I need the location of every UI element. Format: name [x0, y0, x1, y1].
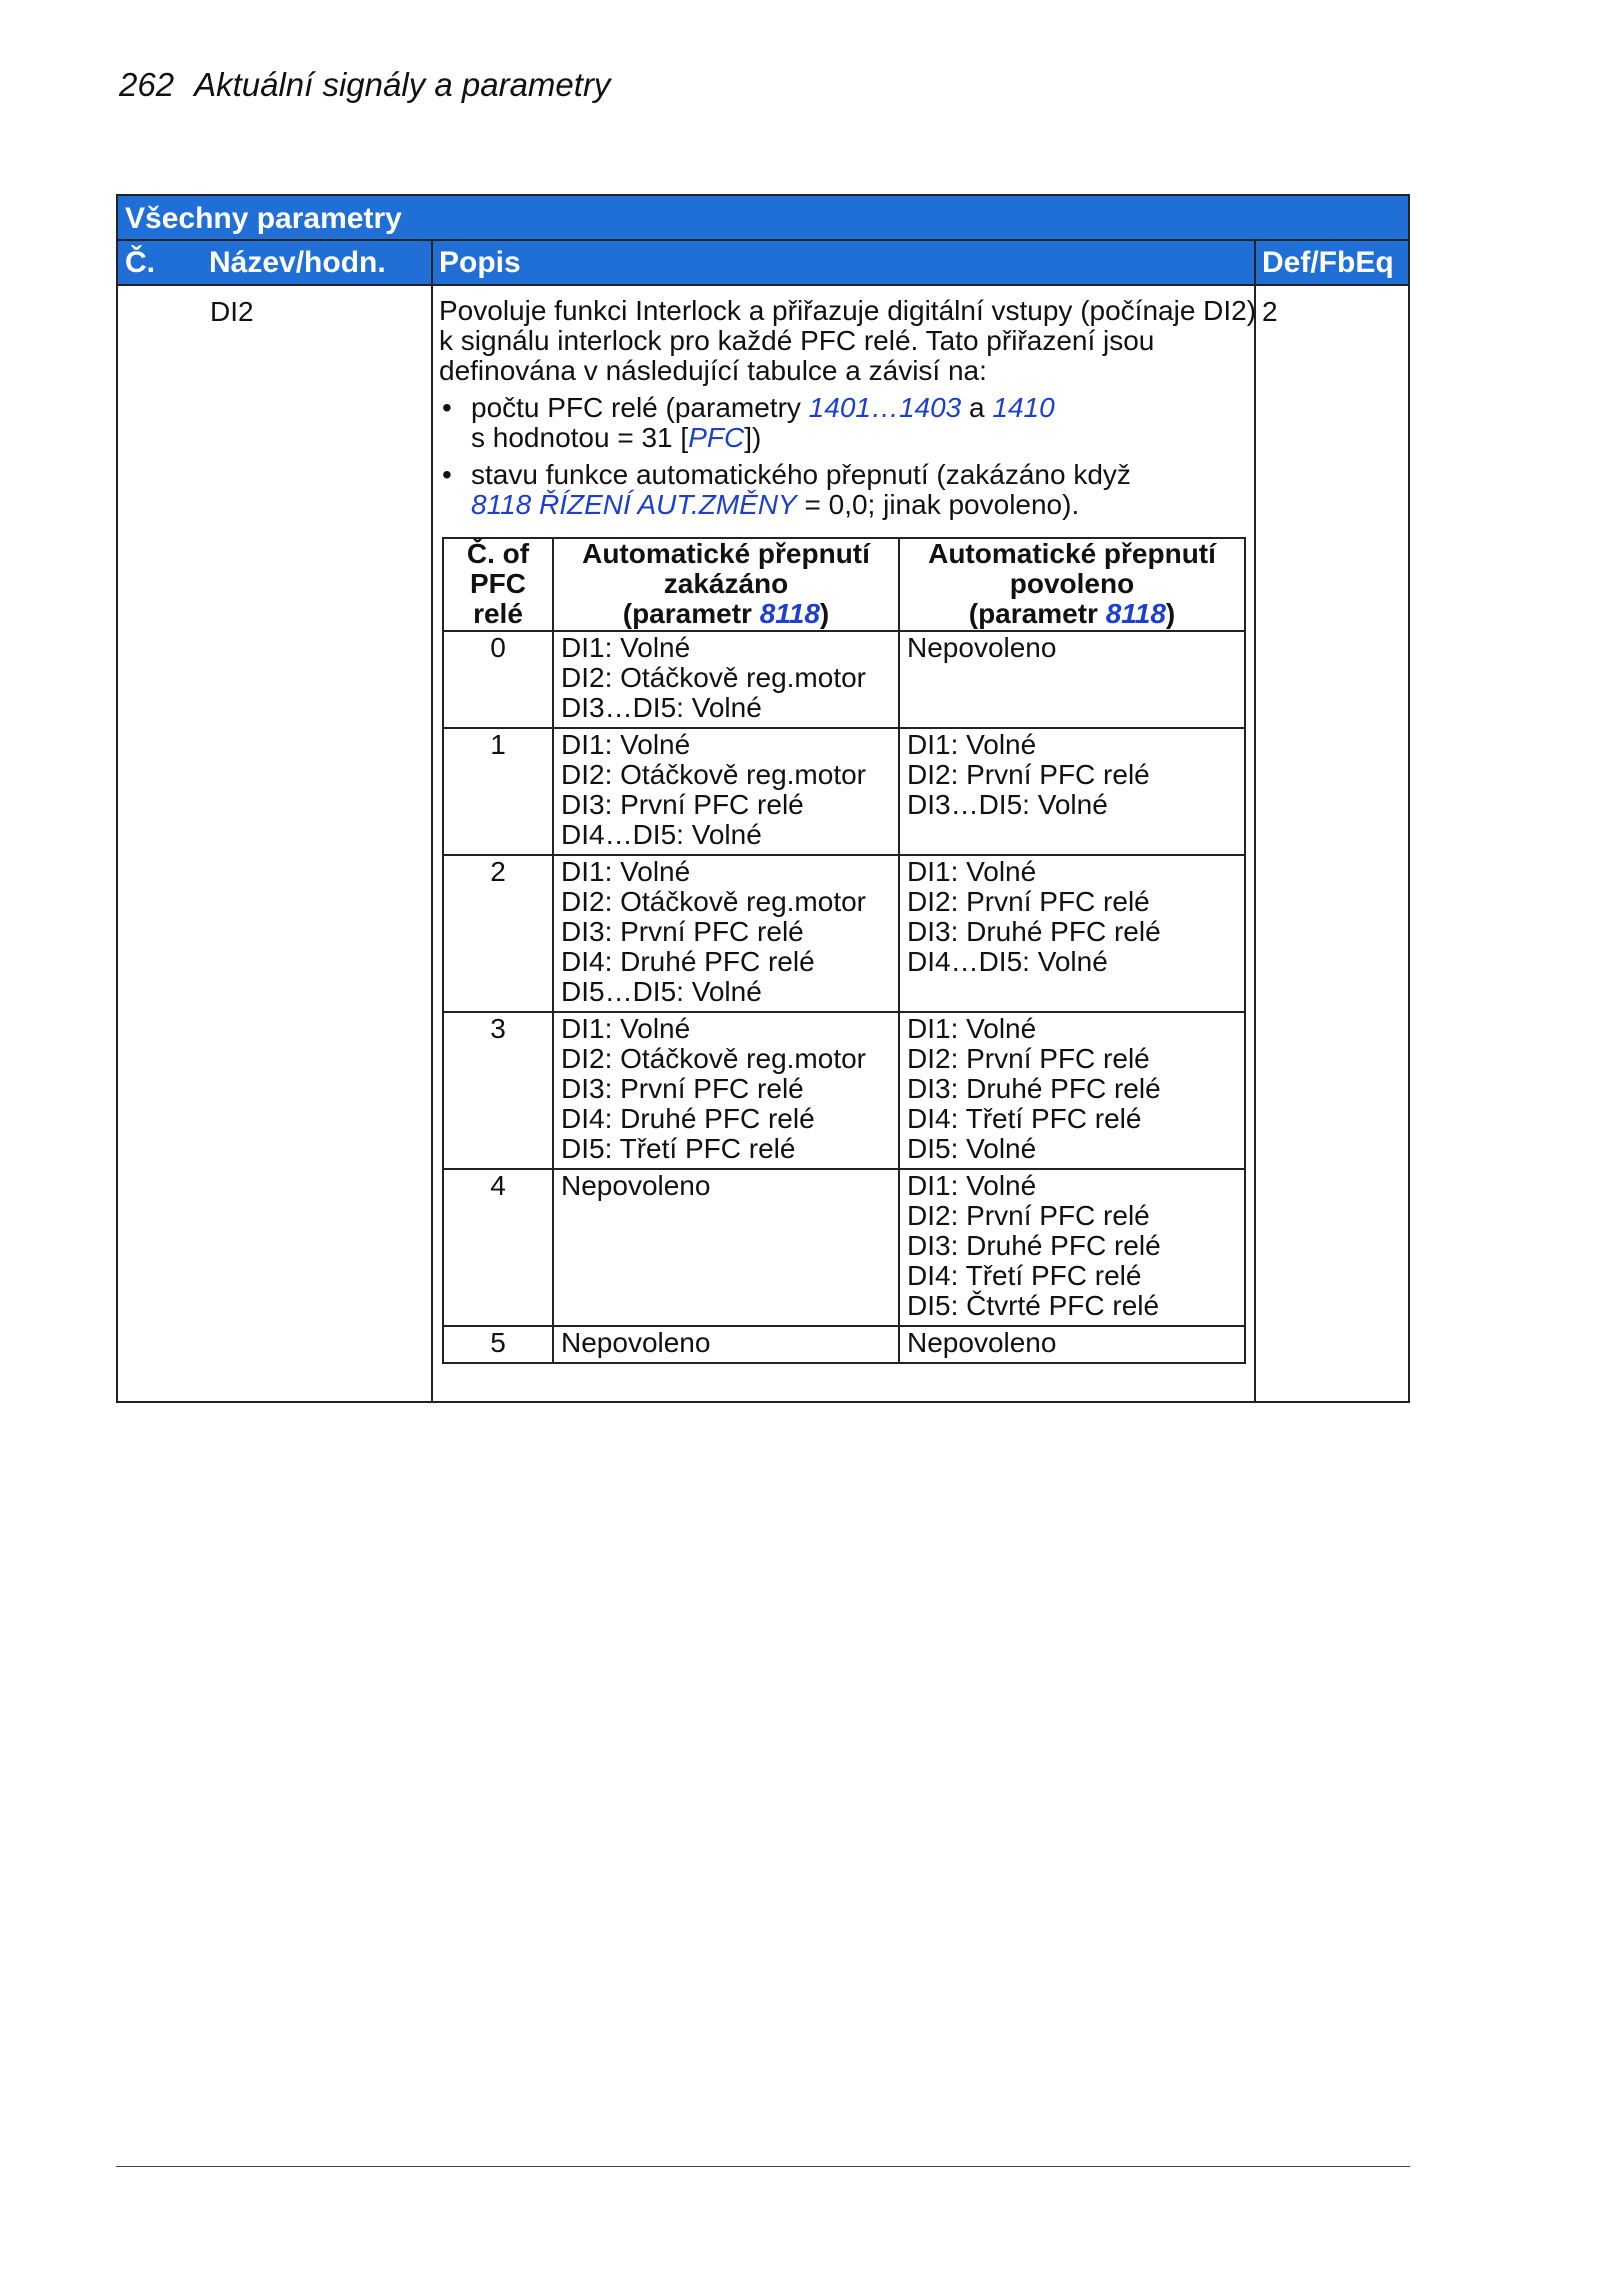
pfc-table-body [443, 631, 1245, 1363]
parameter-default: 2 [1262, 296, 1278, 327]
pfc-assignment-line: DI2: První PFC relé [907, 886, 1150, 917]
column-header-number: Č. [125, 246, 155, 279]
pfc-assignment-line: Nepovoleno [907, 1327, 1057, 1358]
description-intro: Povoluje funkci Interlock a přiřazuje digitální vstupy (počínaje DI2) k signálu interlock pro každé PFC relé. Tato přiřazení jsou definována v následující tabulce a závisí na: [439, 295, 1257, 386]
table-title: Všechny parametry [118, 196, 1408, 241]
pfc-header-autochange-enabled: Automatické přepnutí povoleno (parametr 8118) [899, 538, 1245, 631]
param-link-8118[interactable]: 8118 [1105, 598, 1166, 629]
pfc-assignment-enabled [899, 1326, 1245, 1363]
pfc-assignment-line: DI5: Třetí PFC relé [561, 1133, 796, 1164]
pfc-assignment-line: DI5: Volné [907, 1133, 1037, 1164]
table-column-header [118, 241, 1408, 286]
pfc-assignment-disabled [553, 1326, 899, 1363]
pfc-assignment-enabled [899, 1169, 1245, 1326]
pfc-assignment-line: DI1: Volné [561, 1013, 691, 1044]
pfc-relay-count: 1 [443, 728, 553, 855]
pfc-assignment-line: DI2: První PFC relé [907, 1200, 1150, 1231]
page-number: 262 [119, 66, 175, 103]
pfc-assignment-line: DI1: Volné [561, 632, 691, 663]
pfc-table-header-row [443, 538, 1245, 631]
pfc-assignment-disabled [553, 1169, 899, 1326]
table-row [443, 1326, 1245, 1363]
pfc-assignment-line: DI4: Druhé PFC relé [561, 1103, 815, 1134]
pfc-header-autochange-disabled: Automatické přepnutí zakázáno (parametr 8118) [553, 538, 899, 631]
pfc-assignment-enabled [899, 728, 1245, 855]
pfc-assignment-line: DI3: První PFC relé [561, 789, 804, 820]
bullet-icon: • [442, 392, 452, 423]
pfc-assignment-disabled [553, 728, 899, 855]
table-row [443, 1169, 1245, 1326]
pfc-assignment-line: DI4: Druhé PFC relé [561, 946, 815, 977]
param-link-8118[interactable]: 8118 ŘÍZENÍ AUT.ZMĚNY [471, 489, 797, 520]
page-title: Aktuální signály a parametry [194, 66, 611, 103]
pfc-assignment-line: DI1: Volné [907, 856, 1037, 887]
pfc-assignment-line: DI3: První PFC relé [561, 1073, 804, 1104]
pfc-assignment-line: DI4…DI5: Volné [907, 946, 1108, 977]
pfc-assignment-enabled [899, 855, 1245, 1012]
pfc-assignment-line: DI1: Volné [907, 729, 1037, 760]
pfc-assignment-line: DI1: Volné [561, 856, 691, 887]
pfc-assignment-line: DI2: Otáčkově reg.motor [561, 759, 867, 790]
footer-rule [116, 2166, 1410, 2167]
pfc-assignment-line: DI3: Druhé PFC relé [907, 1230, 1161, 1261]
pfc-assignment-line: DI3: První PFC relé [561, 916, 804, 947]
pfc-relay-count: 4 [443, 1169, 553, 1326]
column-divider [431, 241, 433, 1401]
param-link-1410[interactable]: 1410 [992, 392, 1055, 423]
pfc-assignment-line: DI3…DI5: Volné [561, 692, 762, 723]
param-link-1403[interactable]: 1403 [898, 392, 962, 423]
pfc-assignment-line: DI2: Otáčkově reg.motor [561, 662, 867, 693]
pfc-assignment-line: DI3: Druhé PFC relé [907, 916, 1161, 947]
column-header-name: Název/hodn. [209, 246, 386, 279]
table-row [443, 855, 1245, 1012]
pfc-assignment-line: Nepovoleno [907, 632, 1057, 663]
pfc-relay-count: 2 [443, 855, 553, 1012]
column-header-description: Popis [439, 246, 521, 279]
param-link-1401[interactable]: 1401 [808, 392, 871, 423]
pfc-assignment-line: Nepovoleno [561, 1170, 711, 1201]
table-row [443, 1012, 1245, 1169]
pfc-assignment-enabled [899, 631, 1245, 728]
pfc-relay-count: 3 [443, 1012, 553, 1169]
pfc-assignment-line: DI4…DI5: Volné [561, 819, 762, 850]
parameter-name: DI2 [210, 296, 254, 327]
pfc-interlock-table [442, 537, 1246, 1364]
pfc-assignment-line: DI2: Otáčkově reg.motor [561, 1043, 867, 1074]
pfc-relay-count: 5 [443, 1326, 553, 1363]
pfc-assignment-enabled [899, 1012, 1245, 1169]
pfc-assignment-disabled [553, 855, 899, 1012]
page-header [119, 66, 610, 104]
pfc-assignment-line: DI5…DI5: Volné [561, 976, 762, 1007]
param-link-pfc[interactable]: PFC [688, 422, 745, 453]
param-link-8118[interactable]: 8118 [759, 598, 820, 629]
pfc-assignment-line: DI3: Druhé PFC relé [907, 1073, 1161, 1104]
pfc-header-relay-count: Č. of PFC relé [443, 538, 553, 631]
parameter-description [439, 296, 1263, 520]
column-header-default: Def/FbEq [1262, 246, 1394, 279]
description-bullet: • počtu PFC relé (parametry 1401…1403 a 1410 s hodnotou = 31 [PFC]) [442, 392, 1055, 453]
description-bullet: • stavu funkce automatického přepnutí (zakázáno když 8118 ŘÍZENÍ AUT.ZMĚNY = 0,0; jinak povoleno). [442, 459, 1131, 520]
bullet-icon: • [442, 459, 452, 490]
table-row [443, 728, 1245, 855]
pfc-assignment-line: DI1: Volné [907, 1170, 1037, 1201]
pfc-assignment-line: DI3…DI5: Volné [907, 789, 1108, 820]
pfc-assignment-line: Nepovoleno [561, 1327, 711, 1358]
pfc-assignment-line: DI2: První PFC relé [907, 1043, 1150, 1074]
pfc-assignment-line: DI4: Třetí PFC relé [907, 1103, 1142, 1134]
pfc-assignment-line: DI1: Volné [561, 729, 691, 760]
pfc-assignment-line: DI4: Třetí PFC relé [907, 1260, 1142, 1291]
table-row [443, 631, 1245, 728]
pfc-assignment-line: DI2: První PFC relé [907, 759, 1150, 790]
pfc-assignment-line: DI2: Otáčkově reg.motor [561, 886, 867, 917]
pfc-assignment-line: DI1: Volné [907, 1013, 1037, 1044]
pfc-relay-count: 0 [443, 631, 553, 728]
pfc-assignment-disabled [553, 1012, 899, 1169]
pfc-assignment-line: DI5: Čtvrté PFC relé [907, 1290, 1160, 1321]
pfc-assignment-disabled [553, 631, 899, 728]
